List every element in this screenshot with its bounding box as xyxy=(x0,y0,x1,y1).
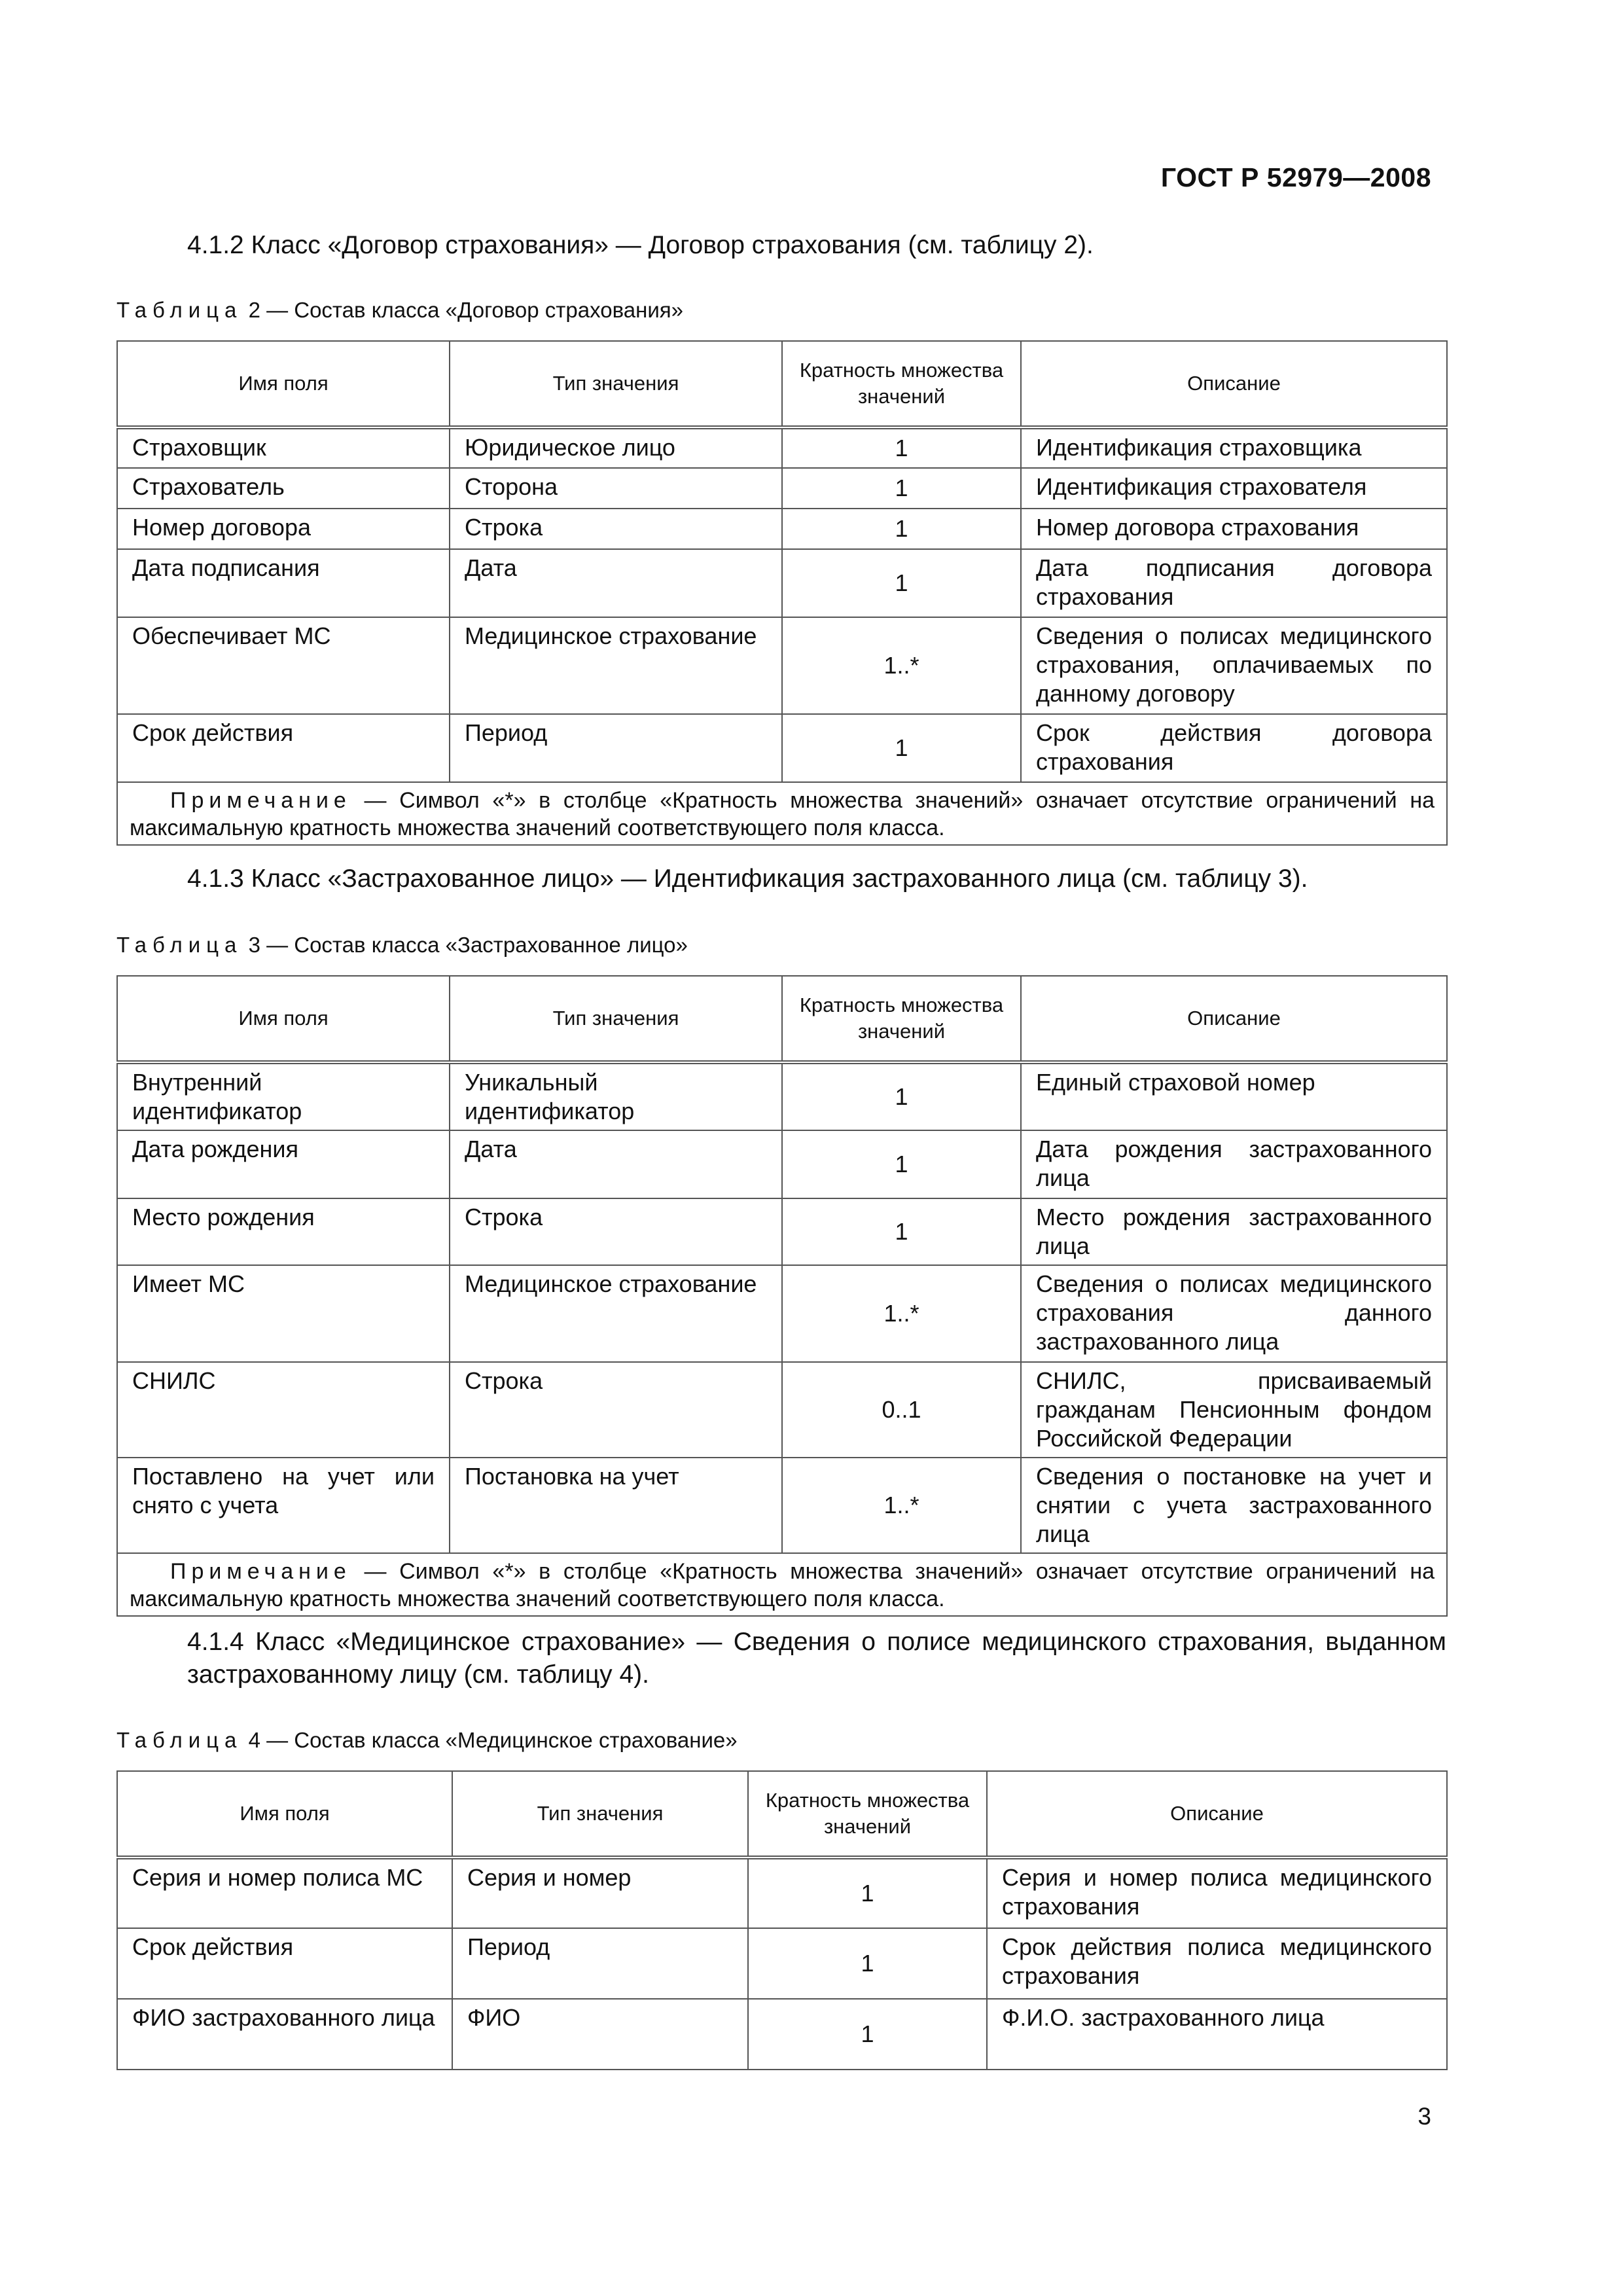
table4-caption: Таблица 4 — Состав класса «Медицинское страхование» xyxy=(116,1728,738,1752)
table-row: Дата рождения Дата 1 Дата рождения застрахованного лица xyxy=(117,1130,1447,1198)
table-row: Серия и номер полиса МС Серия и номер 1 Серия и номер полиса медицинского страхования xyxy=(117,1857,1447,1928)
document-code: ГОСТ Р 52979—2008 xyxy=(1160,162,1431,192)
col-header-desc: Описание xyxy=(1021,976,1447,1062)
col-header-name: Имя поля xyxy=(117,976,450,1062)
table-note-row xyxy=(117,1553,1447,1616)
col-header-mult: Кратность множества значений xyxy=(782,341,1021,427)
table-row: Срок действия Период 1 Срок действия полиса медицинского страхования xyxy=(117,1928,1447,1999)
table-header-row xyxy=(117,1771,1447,1857)
table-row: Страховщик Юридическое лицо 1 Идентификация страховщика xyxy=(117,427,1447,468)
page-number: 3 xyxy=(1418,2103,1431,2130)
col-header-mult: Кратность множества значений xyxy=(782,976,1021,1062)
table-row: Внутренний идентификатор Уникальный идентификатор 1 Единый страховой номер xyxy=(117,1062,1447,1130)
table-note: Примечание — Символ «*» в столбце «Кратность множества значений» означает отсутствие ограничений на максимальную кратность множества значений соответствующего поля класса. xyxy=(117,782,1447,845)
col-header-mult: Кратность множества значений xyxy=(748,1771,987,1857)
table3-caption: Таблица 3 — Состав класса «Застрахованное лицо» xyxy=(116,933,688,957)
table-row: Поставлено на учет или снято с учета Постановка на учет 1..* Сведения о постановке на учет и снятии с учета застрахованного лица xyxy=(117,1458,1447,1553)
col-header-desc: Описание xyxy=(987,1771,1447,1857)
table-header-row xyxy=(117,976,1447,1062)
table-row: Дата подписания Дата 1 Дата подписания договора страхования xyxy=(117,549,1447,617)
col-header-type: Тип значения xyxy=(450,976,782,1062)
section-4-1-4: 4.1.4 Класс «Медицинское страхование» — Сведения о полисе медицинского страхования, выданном застрахованному лицу (см. таблицу 4). xyxy=(187,1628,1446,1689)
col-header-type: Тип значения xyxy=(452,1771,748,1857)
section-4-1-3: 4.1.3 Класс «Застрахованное лицо» — Идентификация застрахованного лица (см. таблицу 3). xyxy=(187,865,1308,893)
col-header-type: Тип значения xyxy=(450,341,782,427)
table-3 xyxy=(116,975,1448,1617)
table-note-row xyxy=(117,782,1447,845)
table-4 xyxy=(116,1770,1448,2070)
table-row: Обеспечивает МС Медицинское страхование 1..* Сведения о полисах медицинского страхования, оплачиваемых по данному договору xyxy=(117,617,1447,714)
col-header-name: Имя поля xyxy=(117,1771,452,1857)
table2-caption: Таблица 2 — Состав класса «Договор страхования» xyxy=(116,298,683,322)
table-row: СНИЛС Строка 0..1 СНИЛС, присваиваемый гражданам Пенсионным фондом Российской Федерации xyxy=(117,1362,1447,1458)
table-row: Имеет МС Медицинское страхование 1..* Сведения о полисах медицинского страхования данного застрахованного лица xyxy=(117,1265,1447,1362)
col-header-name: Имя поля xyxy=(117,341,450,427)
table-note: Примечание — Символ «*» в столбце «Кратность множества значений» означает отсутствие ограничений на максимальную кратность множества значений соответствующего поля класса. xyxy=(117,1553,1447,1616)
section-4-1-2: 4.1.2 Класс «Договор страхования» — Договор страхования (см. таблицу 2). xyxy=(187,231,1094,259)
table-row: Место рождения Строка 1 Место рождения застрахованного лица xyxy=(117,1198,1447,1265)
table-row: Страхователь Сторона 1 Идентификация страхователя xyxy=(117,468,1447,509)
table-row: Срок действия Период 1 Срок действия договора страхования xyxy=(117,714,1447,782)
table-row: Номер договора Строка 1 Номер договора страхования xyxy=(117,509,1447,549)
table-2 xyxy=(116,340,1448,846)
table-row: ФИО застрахованного лица ФИО 1 Ф.И.О. застрахованного лица xyxy=(117,1999,1447,2070)
table-header-row xyxy=(117,341,1447,427)
col-header-desc: Описание xyxy=(1021,341,1447,427)
